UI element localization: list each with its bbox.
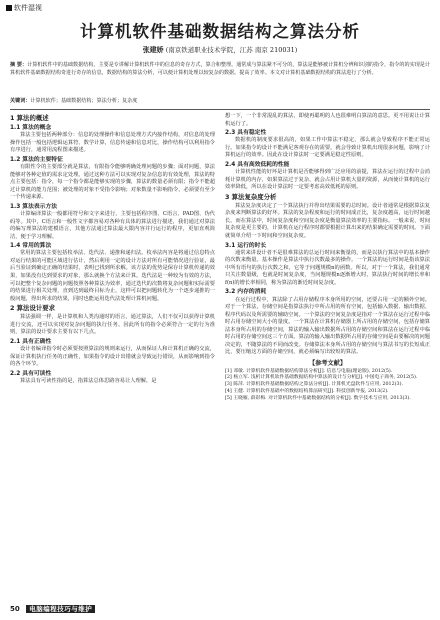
author-line [0, 45, 440, 55]
section-heading: 1 算法的概述 [10, 114, 49, 122]
body-paragraph: 在运行过程中，算法除了占用存储程序本身所用的空间，还要占用一定的额外空间。对于一个算法，存储空间是指算法执行中所占用的所有空间，包括输入数据、输出数据、程序代码以及所需要的辅助空间。一个算法的空间复杂度是指对一个算法在运行过程中临时占用存储空间大小的量度。一个算法在计算机存储器上所占用的存储空间，包括存储算法本身所占用的存储空间，算法的输入输出数据所占用的存储空间和算法在运行过程中临时占用的存储空间这三个方面。算法的输入输出数据所占用的存储空间是由要解决的问题决定的，不随算法的不同而改变。存储算法本身所占用的存储空间与算法书写的长短成正比，要压缩这方面的存储空间，就必须编写出较短的算法。 [225, 296, 430, 356]
right-column-body [225, 113, 430, 357]
author-affiliation: (南京铁道职业技术学院，江苏 南京 210031) [165, 46, 298, 54]
reference-item: [5] 王晓雁, 薛彩梅. 对计算机软件中基础数据结构的分析[J]. 数字技术与应用, 2013(3). [225, 395, 411, 401]
keywords-text: 计算机软件；基础数据结构；算法分析；复杂度 [30, 98, 138, 104]
body-paragraph: 算法复杂度决定了一个算法执行并得出结果需要的总时间。设计者通常是根据算法复杂度来判断算法的好坏。算法的复杂程度和运行的时间成正比，复杂度越高，运行时间越长。而在算法中，时间复杂度和空间复杂度是衡量算法效率的主要指标。一般来说，时间复杂度是更主要的，计算机在运行程序时都要根据计算出来的结果确定需要的时间。下面就简单介绍一下时间和空间复杂度。 [225, 202, 430, 239]
body-paragraph: 计算机性能的好坏是计算机是否能够得到广泛应用的前提，算法在运行的过程中会消耗计算机的内存，如果算法过于复杂，就会占用计算机大量的资源，从而使计算机的运行效率降低，所以在设计算法时一定要考虑高效低耗的原则。 [225, 169, 430, 191]
body-paragraph: 常用的算法主要包括枚举法、迭代法、递推和递归法。枚举法内容是将通过信息特点对运行结果的可能区域进行估计，然后利用一定的设计方法对所有可能情况进行验证，最后当验证到确定正确的结果时，表明已找到所求解。该方法的优势是保存计算机传递的效果，如果没有达到要求的对象，那么就换个方法来计算。迭代法是一种较为有效的方法，可以把整个复杂问题的问题按照各种算法为效率，通过迭代的次数将复杂问题和实际需要的结果进行相关处理，直到达到最终目标为止，这样可以把问题转化为一个逐步递推的一般问题，得出所求的结果，同时也能运用迭代法处理计算机问题。 [10, 250, 215, 302]
reference-item: [3] 陈萍. 计算机软件基础数据结构之算法分析[J]. 计算机光盘软件与应用, 2012(3). [225, 382, 403, 388]
references-list [225, 369, 430, 403]
subsection-heading: 3.1 运行的时长 [225, 242, 267, 249]
author-name: 张建娇 [142, 45, 164, 54]
reference-item: [1] 邓敏. 计算机软件基础数据结构算法分析[J]. 信息与电脑(理论版), 2012(5). [225, 368, 393, 374]
section-heading: 3 算法复杂度分析 [225, 192, 277, 201]
abstract [10, 62, 430, 78]
body-paragraph: 数据机的制度要求很高的，如果工作中算法不稳定，那么就会导致程序不能正常运行。如果指令的设计不能满足客观存在的需要，就会导致计算机出现很多问题，影响了计算机运行的效率。因此在设计算法时一定要满足稳定性原则。 [225, 137, 430, 159]
abstract-label: 摘 要： [10, 62, 28, 68]
reference-item: [4] 王健. 计算机软件基础中的数据结构算法研究[J]. 科技创新导报, 2013(2). [225, 388, 389, 394]
keywords [10, 98, 430, 106]
page-number: 50 [10, 605, 20, 613]
body-paragraph: 设计者编译指令时必须要按照算法的规则来运行，从而保证人和计算机正确的交流，保证计算机执行任务的正确性，如果指令的设计出错就会导致运行错误，从而影响到指令的各个环节。 [10, 346, 215, 368]
header-divider [10, 109, 430, 110]
magazine-name: 电脑编程技巧与维护 [26, 605, 95, 613]
references-title: 【参考文献】 [308, 360, 347, 368]
body-paragraph: 想一下，一个非常混乱的算法，即使再聪明的人也很难明白算法的意思。更不用说让计算机运行了。 [225, 113, 430, 127]
reference-item: [2] 杨立军. 浅析计算机软件基础数据结构中算法的设计与分析[J]. 中国电子商务, 2012(5). [225, 375, 418, 381]
subsection-heading: 1.2 算法的主要特征 [10, 156, 63, 163]
body-paragraph: 算法具有可读性指的是，指算法总体思路容易让人理解，是 [20, 377, 157, 384]
subsection-heading: 1.3 算法表示方法 [10, 203, 58, 210]
subsection-heading: 2.3 具有稳定性 [225, 130, 267, 137]
section-tag: 软件湿视 [6, 3, 42, 13]
subsection-heading: 2.4 具有高效低耗的性能 [225, 161, 290, 168]
section-heading: 2 算法设计要求 [10, 304, 56, 313]
article-title: 计算机软件基础数据结构之算法分析 [80, 22, 360, 41]
right-column [225, 113, 430, 403]
left-column [10, 113, 215, 385]
body-paragraph: 计算编译算法一般都用符号和文字来进行，主要包括程序图、C语言、PAD图、伪代码等。其中，C语言和一般性文字都容易对各种有具体的算法进行描述，我们通过对算法的编写理算法的建模语言，其他方法通过算法最大限内容并行运行的程序，更加直观简洁，便于学习理解。 [10, 210, 215, 240]
body-paragraph: 算法主要包括两种部分：信息的处理操作和信息处理方式内接作结构，对信息的处理操作包括一般包括逻辑运算符、数学计算，信息传递和信息对比，操作结构可以利用指令有序进行，通常用流程图来描述。 [10, 132, 215, 154]
subsection-heading: 3.2 内存的消耗 [225, 289, 267, 296]
body-paragraph: 有限性令的主要部分就是算法，有限指令能够明确处理问题的步骤；面对问题，算法能够对各种定值的需求定处理。通过这种方法可以实现对复杂信息的有效处理，算法的特点主要包括：指令，每一个指令都是能够实现的步骤，算法的数量必须有限；指令不能超过计算机的能力范围；被处理的对象不受指令影响；对象数量不影响指令，必须要有至少一个传递来源。 [10, 164, 215, 201]
subsection-heading: 2.2 具有可读性 [10, 370, 52, 377]
abstract-text: 计算机软件中的基础数据结构，主要是专讲解计算机软件中的信息的奇存方式，算合和整理。通常成与算法紧不可分的，算法是能够被计算机分辨和识别的指令，指令的的实现是计算机软件基础数据结构奇进行奇存的信息，数据结构的算法分析，可以便计算机处理以较复杂的数据。提高了效率。本文对计算机基础数据结构的算法进行了分析。 [10, 62, 430, 76]
subsection-heading: 1.4 常用的算法 [10, 243, 52, 250]
keywords-label: 关键词： [10, 98, 31, 104]
body-paragraph: 通常来讲设计者不是很难算法的总运行时间来衡量的，而是以执行算法中的基本操作的次数来衡量。基本操作是算法中执行次数最多的操作。一个算法的运行时间是指该算法中所有语句的执行次数之和，它等于问题规模n的函数。所以，对于一个算法，我们通常只关注数量级，也就是时间复杂度，当问题规模n逐渐增大时，算法执行时间的增长率和f(n)的增长率相同，称为算法的渐近时间复杂度。 [225, 249, 430, 286]
footer [10, 604, 95, 613]
subsection-heading: 1.1 算法的概念 [10, 125, 52, 131]
subsection-heading: 2.1 具有正确性 [10, 338, 52, 345]
body-paragraph: 算法强调一样，是计算机和人类沟通时的语言，通过算法，人们不仅可以获得计算机进行交流，还可以实现对复杂问题的执行任务。因此所有的指令必须符合一定的行为准则，算法的设计要求主要有以下几点。 [10, 314, 215, 336]
